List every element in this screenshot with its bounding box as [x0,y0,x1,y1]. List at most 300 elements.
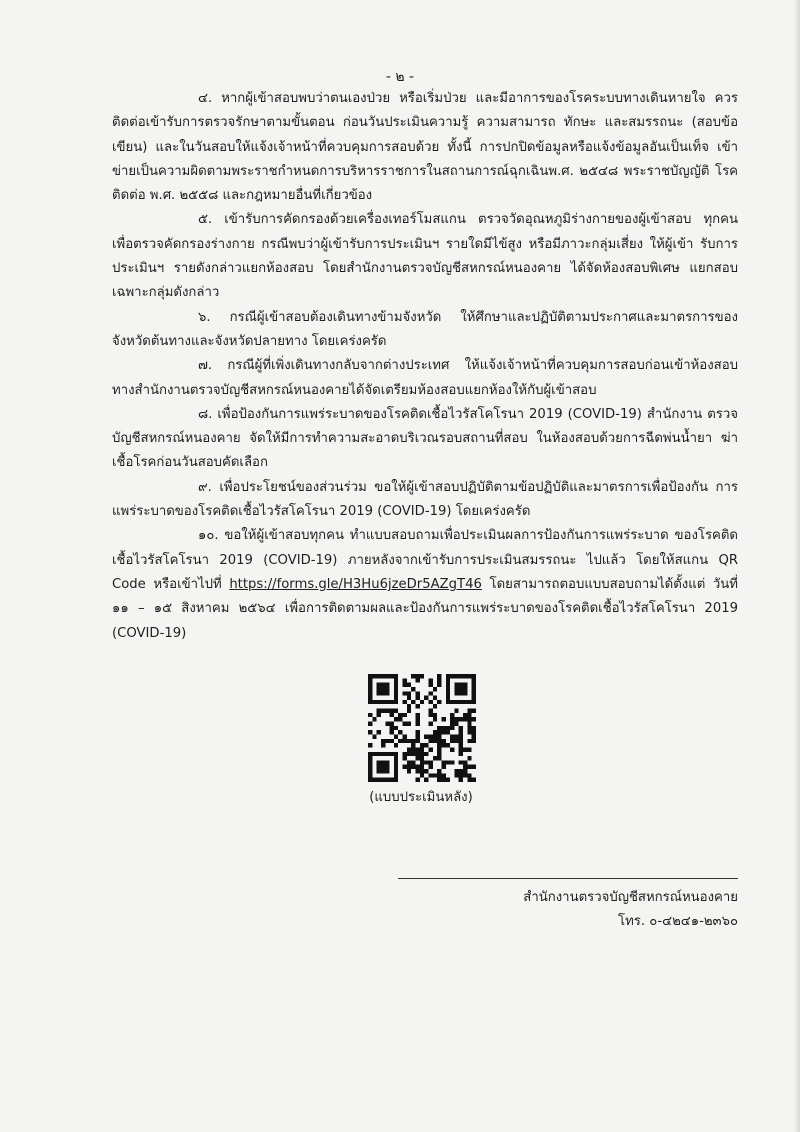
qr-module [411,687,415,691]
qr-module [428,691,432,695]
qr-module [407,747,411,751]
paragraph-item-4: ๔. หากผู้เข้าสอบพบว่าตนเองป่วย หรือเริ่มป่วย และมีอาการของโรคระบบทางเดินหายใจ ควรติดต่อเข้ารับการตรวจรักษาตามขั้นตอน ก่อนวันประเมินความรู้ ความสามารถ ทักษะ และสมรรถนะ (สอบข้อเขียน) และในวันสอบให้แจ้งเจ้าหน้าที่ควบคุมการสอบด้วย ทั้งนี้ การปกปิดข้อมูลหรือแจ้งข้อมูลอันเป็นเท็จ เข้าข่ายเป็นความผิดตามพระราชกำหนดการบริหารราชการในสถานการณ์ฉุกเฉินพ.ศ. ๒๕๔๘ พระราชบัญญัติ โรคติดต่อ พ.ศ. ๒๕๕๘ และกฎหมายอื่นที่เกี่ยวข้อง [112,91,738,204]
qr-module [381,683,385,687]
qr-module [472,778,476,782]
qr-module [390,752,394,756]
qr-module [398,739,402,743]
qr-module [368,760,372,764]
qr-module [394,756,398,760]
qr-module [381,674,385,678]
qr-module [420,760,424,764]
qr-module [416,778,420,782]
qr-module [424,696,428,700]
qr-module [394,696,398,700]
qr-module [420,674,424,678]
qr-module [407,683,411,687]
qr-module [450,739,454,743]
qr-module [450,713,454,717]
qr-module [381,743,385,747]
qr-module [428,765,432,769]
qr-module [407,691,411,695]
qr-module [459,734,463,738]
qr-module [459,747,463,751]
qr-module [385,769,389,773]
qr-module [394,709,398,713]
qr-module [459,700,463,704]
qr-module [411,760,415,764]
qr-module [368,683,372,687]
qr-module [446,696,450,700]
qr-module [416,717,420,721]
qr-module [385,687,389,691]
qr-module [390,674,394,678]
qr-module [407,704,411,708]
document-body [112,87,738,646]
qr-module [463,760,467,764]
qr-module [394,726,398,730]
qr-module [424,734,428,738]
qr-module [368,752,372,756]
qr-module [368,700,372,704]
qr-module [454,769,458,773]
qr-module [390,722,394,726]
qr-module [459,691,463,695]
qr-module [463,713,467,717]
qr-module [454,674,458,678]
qr-module [390,730,394,734]
qr-module [381,765,385,769]
qr-module [428,678,432,682]
qr-module [463,765,467,769]
qr-module [377,769,381,773]
qr-module [450,760,454,764]
qr-module [424,743,428,747]
qr-module [403,713,407,717]
qr-module [420,773,424,777]
qr-module [394,773,398,777]
qr-module [420,743,424,747]
qr-module [381,769,385,773]
paragraph-item-7: ๗. กรณีผู้ที่เพิ่งเดินทางกลับจากต่างประเทศ ให้แจ้งเจ้าหน้าที่ควบคุมการสอบก่อนเข้าห้องสอบ ทางสำนักงานตรวจบัญชีสหกรณ์หนองคายได้จัดเตรียมห้องสอบแยกห้องให้กับผู้เข้าสอบ [112,358,738,398]
qr-module [368,691,372,695]
page-edge [794,0,800,1132]
qr-module [459,717,463,721]
qr-module [437,734,441,738]
qr-module [368,756,372,760]
qr-module [450,747,454,751]
qr-module [454,709,458,713]
qr-module [437,674,441,678]
qr-module [437,726,441,730]
qr-module [446,678,450,682]
qr-module [454,691,458,695]
qr-module [424,760,428,764]
qr-module [381,752,385,756]
qr-module [403,683,407,687]
qr-module [454,734,458,738]
qr-module [450,734,454,738]
qr-module [416,739,420,743]
qr-module [377,700,381,704]
qr-module [368,773,372,777]
paragraph-item-9: ๙. เพื่อประโยชน์ของส่วนร่วม ขอให้ผู้เข้าสอบปฏิบัติตามข้อปฏิบัติและมาตรการเพื่อป้องกัน การแพร่ระบาดของโรคติดเชื้อไวรัสโคโรนา 2019 (COVID-19) โดยเคร่งครัด [112,479,738,520]
qr-module [381,691,385,695]
qr-module [416,713,420,717]
qr-module [394,734,398,738]
qr-module [372,717,376,721]
qr-module [454,700,458,704]
qr-module [368,678,372,682]
qr-module [403,756,407,760]
qr-module [411,747,415,751]
qr-module [463,674,467,678]
qr-module [472,683,476,687]
qr-module [446,743,450,747]
qr-code[interactable] [368,674,476,782]
qr-module [416,734,420,738]
paragraph-item-5: ๕. เข้ารับการคัดกรองด้วยเครื่องเทอร์โมสแกน ตรวจวัดอุณหภูมิร่างกายของผู้เข้าสอบ ทุกคน เพื่อตรวจคัดกรองร่างกาย กรณีพบว่าผู้เข้ารับการประเมินฯ รายใดมีไข้สูง หรือมีภาวะกลุ่มเสี่ยง ให้ผู้เข้า รับการประเมินฯ รายดังกล่าวแยกห้องสอบ โดยสำนักงานตรวจบัญชีสหกรณ์หนองคาย ได้จัดห้องสอบพิเศษ แยกสอบเฉพาะกลุ่มดังกล่าว [112,212,738,301]
qr-module [459,752,463,756]
qr-module [394,769,398,773]
qr-module [467,756,471,760]
qr-module [437,730,441,734]
qr-module [416,704,420,708]
qr-module [407,752,411,756]
qr-module [377,730,381,734]
qr-caption: (แบบประเมินหลัง) [369,790,473,805]
qr-module [407,722,411,726]
qr-module [446,760,450,764]
qr-module [459,730,463,734]
qr-module [394,765,398,769]
qr-module [472,678,476,682]
qr-module [372,700,376,704]
qr-module [424,769,428,773]
qr-module [390,739,394,743]
qr-module [368,713,372,717]
qr-module [411,743,415,747]
qr-module [437,756,441,760]
qr-module [467,717,471,721]
qr-module [394,743,398,747]
qr-module [459,760,463,764]
qr-module [446,687,450,691]
qr-module [398,713,402,717]
qr-module [416,674,420,678]
qr-module [394,691,398,695]
qr-module [420,700,424,704]
signature-divider [398,878,738,879]
qr-module [368,765,372,769]
qr-module [454,722,458,726]
qr-module [407,760,411,764]
paragraph-item-6: ๖. กรณีผู้เข้าสอบต้องเดินทางข้ามจังหวัด ให้ศึกษาและปฏิบัติตามประกาศและมาตรการของ จังหวัดต้นทางและจังหวัดปลายทาง โดยเคร่งครัด [112,309,738,349]
qr-module [368,730,372,734]
qr-module [437,773,441,777]
qr-module [390,713,394,717]
qr-module [416,730,420,734]
qr-module [433,730,437,734]
qr-module [428,700,432,704]
qr-module [472,691,476,695]
qr-module [472,765,476,769]
office-name: สำนักงานตรวจบัญชีสหกรณ์หนองคาย [523,890,738,905]
qr-module [385,683,389,687]
qr-module [467,773,471,777]
qr-module [437,743,441,747]
qr-module [424,778,428,782]
qr-module [381,778,385,782]
qr-module [450,722,454,726]
qr-module [472,739,476,743]
qr-module [459,743,463,747]
qr-module [420,756,424,760]
qr-module [411,674,415,678]
qr-module [394,778,398,782]
qr-module [472,687,476,691]
qr-module [377,674,381,678]
qr-module [377,683,381,687]
office-phone: โทร. ๐-๔๒๔๑-๒๓๖๐ [618,914,738,929]
qr-module [394,700,398,704]
qr-module [437,769,441,773]
qr-module [385,674,389,678]
qr-module [377,709,381,713]
qr-module [368,696,372,700]
qr-module [433,687,437,691]
qr-module [454,739,458,743]
qr-module [385,709,389,713]
qr-module [416,752,420,756]
qr-module [454,683,458,687]
qr-module [441,739,445,743]
qr-module [381,687,385,691]
qr-module [381,760,385,764]
qr-module [390,778,394,782]
qr-module [390,709,394,713]
qr-module [385,760,389,764]
qr-module [467,739,471,743]
qr-module [411,765,415,769]
qr-module [403,722,407,726]
qr-module [420,765,424,769]
qr-module [472,734,476,738]
paragraph-item-8: ๘. เพื่อป้องกันการแพร่ระบาดของโรคติดเชื้อไวรัสโคโรนา 2019 (COVID-19) สำนักงาน ตรวจบัญชีสหกรณ์หนองคาย จัดให้มีการทำความสะอาดบริเวณรอบสถานที่สอบ ในห้องสอบด้วยการฉีดพ่นน้ำยา ฆ่าเชื้อโรคก่อนวันสอบคัดเลือก [112,406,738,471]
qr-module [407,709,411,713]
qr-module [416,678,420,682]
qr-module [377,713,381,717]
qr-module [454,773,458,777]
qr-module [416,722,420,726]
qr-module [420,747,424,751]
qr-module [368,674,372,678]
qr-module [459,683,463,687]
qr-module [372,778,376,782]
qr-module [385,700,389,704]
qr-module [450,674,454,678]
qr-module [368,769,372,773]
qr-module [398,717,402,721]
item10-text-before: ๑๐. ขอให้ผู้เข้าสอบทุกคน ทำแบบสอบถามเพื่อประเมินผลการป้องกันการแพร่ระบาด ของโรคติดเชื้อไวรัสโคโรนา 2019 (COVID-19) ภายหลังจากเข้ารับการประเมินสมรรถนะ ไปแล้ว โดยให้สแกน QR Code หรือเข้าไปที่ [112,528,738,592]
qr-module [472,717,476,721]
qr-module [428,760,432,764]
qr-module [441,773,445,777]
qr-module [472,696,476,700]
qr-module [459,674,463,678]
page-number: - ๒ - [385,69,415,85]
qr-module [416,696,420,700]
qr-module [428,747,432,751]
qr-module [416,691,420,695]
qr-module [441,760,445,764]
qr-module [411,739,415,743]
qr-module [377,778,381,782]
qr-module [437,778,441,782]
qr-module [472,674,476,678]
qr-module [385,752,389,756]
qr-module [437,700,441,704]
survey-link[interactable]: https://forms.gle/H3Hu6jzeDr5AZgT46 [229,576,482,592]
qr-module [428,683,432,687]
qr-module [385,722,389,726]
qr-module [377,687,381,691]
qr-module [446,778,450,782]
qr-module [433,773,437,777]
qr-module [463,769,467,773]
qr-module [385,765,389,769]
qr-module [394,683,398,687]
qr-module [403,739,407,743]
qr-module [437,739,441,743]
qr-module [463,683,467,687]
qr-module [459,726,463,730]
qr-code-image [368,674,476,782]
qr-module [424,752,428,756]
qr-module [433,734,437,738]
qr-module [463,747,467,751]
qr-module [407,739,411,743]
qr-module [377,760,381,764]
qr-module [450,726,454,730]
qr-module [467,778,471,782]
qr-module [472,726,476,730]
qr-module [446,730,450,734]
qr-module [441,743,445,747]
qr-module [463,687,467,691]
qr-module [463,773,467,777]
qr-module [467,709,471,713]
qr-module [377,691,381,695]
qr-module [403,752,407,756]
qr-module [454,717,458,721]
qr-module [403,734,407,738]
qr-module [411,700,415,704]
qr-module [463,700,467,704]
qr-module [433,756,437,760]
qr-module [416,747,420,751]
qr-module [433,739,437,743]
qr-module [437,747,441,751]
qr-module [454,687,458,691]
qr-module [407,769,411,773]
qr-module [381,709,385,713]
qr-module [368,778,372,782]
qr-module [467,700,471,704]
qr-module [411,752,415,756]
qr-module [420,752,424,756]
qr-module [385,739,389,743]
qr-module [433,713,437,717]
qr-module [403,691,407,695]
qr-module [441,730,445,734]
qr-module [441,778,445,782]
qr-module [433,696,437,700]
qr-module [407,765,411,769]
qr-module [398,730,402,734]
qr-module [472,709,476,713]
qr-module [459,778,463,782]
qr-module [433,717,437,721]
qr-module [467,674,471,678]
qr-module [407,696,411,700]
qr-module [463,691,467,695]
qr-module [467,726,471,730]
qr-module [428,734,432,738]
qr-module [428,709,432,713]
qr-module [420,769,424,773]
qr-module [459,769,463,773]
qr-module [428,773,432,777]
qr-module [416,769,420,773]
qr-module [441,717,445,721]
paragraph-item-10 [112,524,738,645]
qr-module [394,760,398,764]
qr-module [472,700,476,704]
qr-module [459,773,463,777]
qr-module [459,739,463,743]
item10-text-after: โดยสามารถตอบแบบสอบถามได้ตั้งแต่ วันที่ ๑๑ – ๑๕ สิงหาคม ๒๕๖๔ เพื่อการติดตามผลและป้องกันการแพร่ระบาดของโรคติดเชื้อไวรัสโคโรนา 2019 (COVID-19) [112,576,739,641]
qr-module [394,687,398,691]
qr-module [437,683,441,687]
qr-module [446,683,450,687]
qr-module [467,730,471,734]
qr-module [381,739,385,743]
qr-module [446,691,450,695]
qr-module [368,722,372,726]
qr-module [433,704,437,708]
qr-module [446,726,450,730]
qr-module [381,700,385,704]
qr-module [390,726,394,730]
qr-module [416,756,420,760]
qr-module [472,730,476,734]
qr-module [428,713,432,717]
qr-module [368,687,372,691]
qr-module [403,700,407,704]
qr-module [459,687,463,691]
qr-module [467,765,471,769]
qr-module [390,700,394,704]
qr-module [403,678,407,682]
qr-module [437,752,441,756]
qr-module [403,765,407,769]
qr-module [428,739,432,743]
qr-module [372,734,376,738]
qr-module [416,765,420,769]
qr-module [441,726,445,730]
qr-module [441,765,445,769]
qr-module [467,747,471,751]
